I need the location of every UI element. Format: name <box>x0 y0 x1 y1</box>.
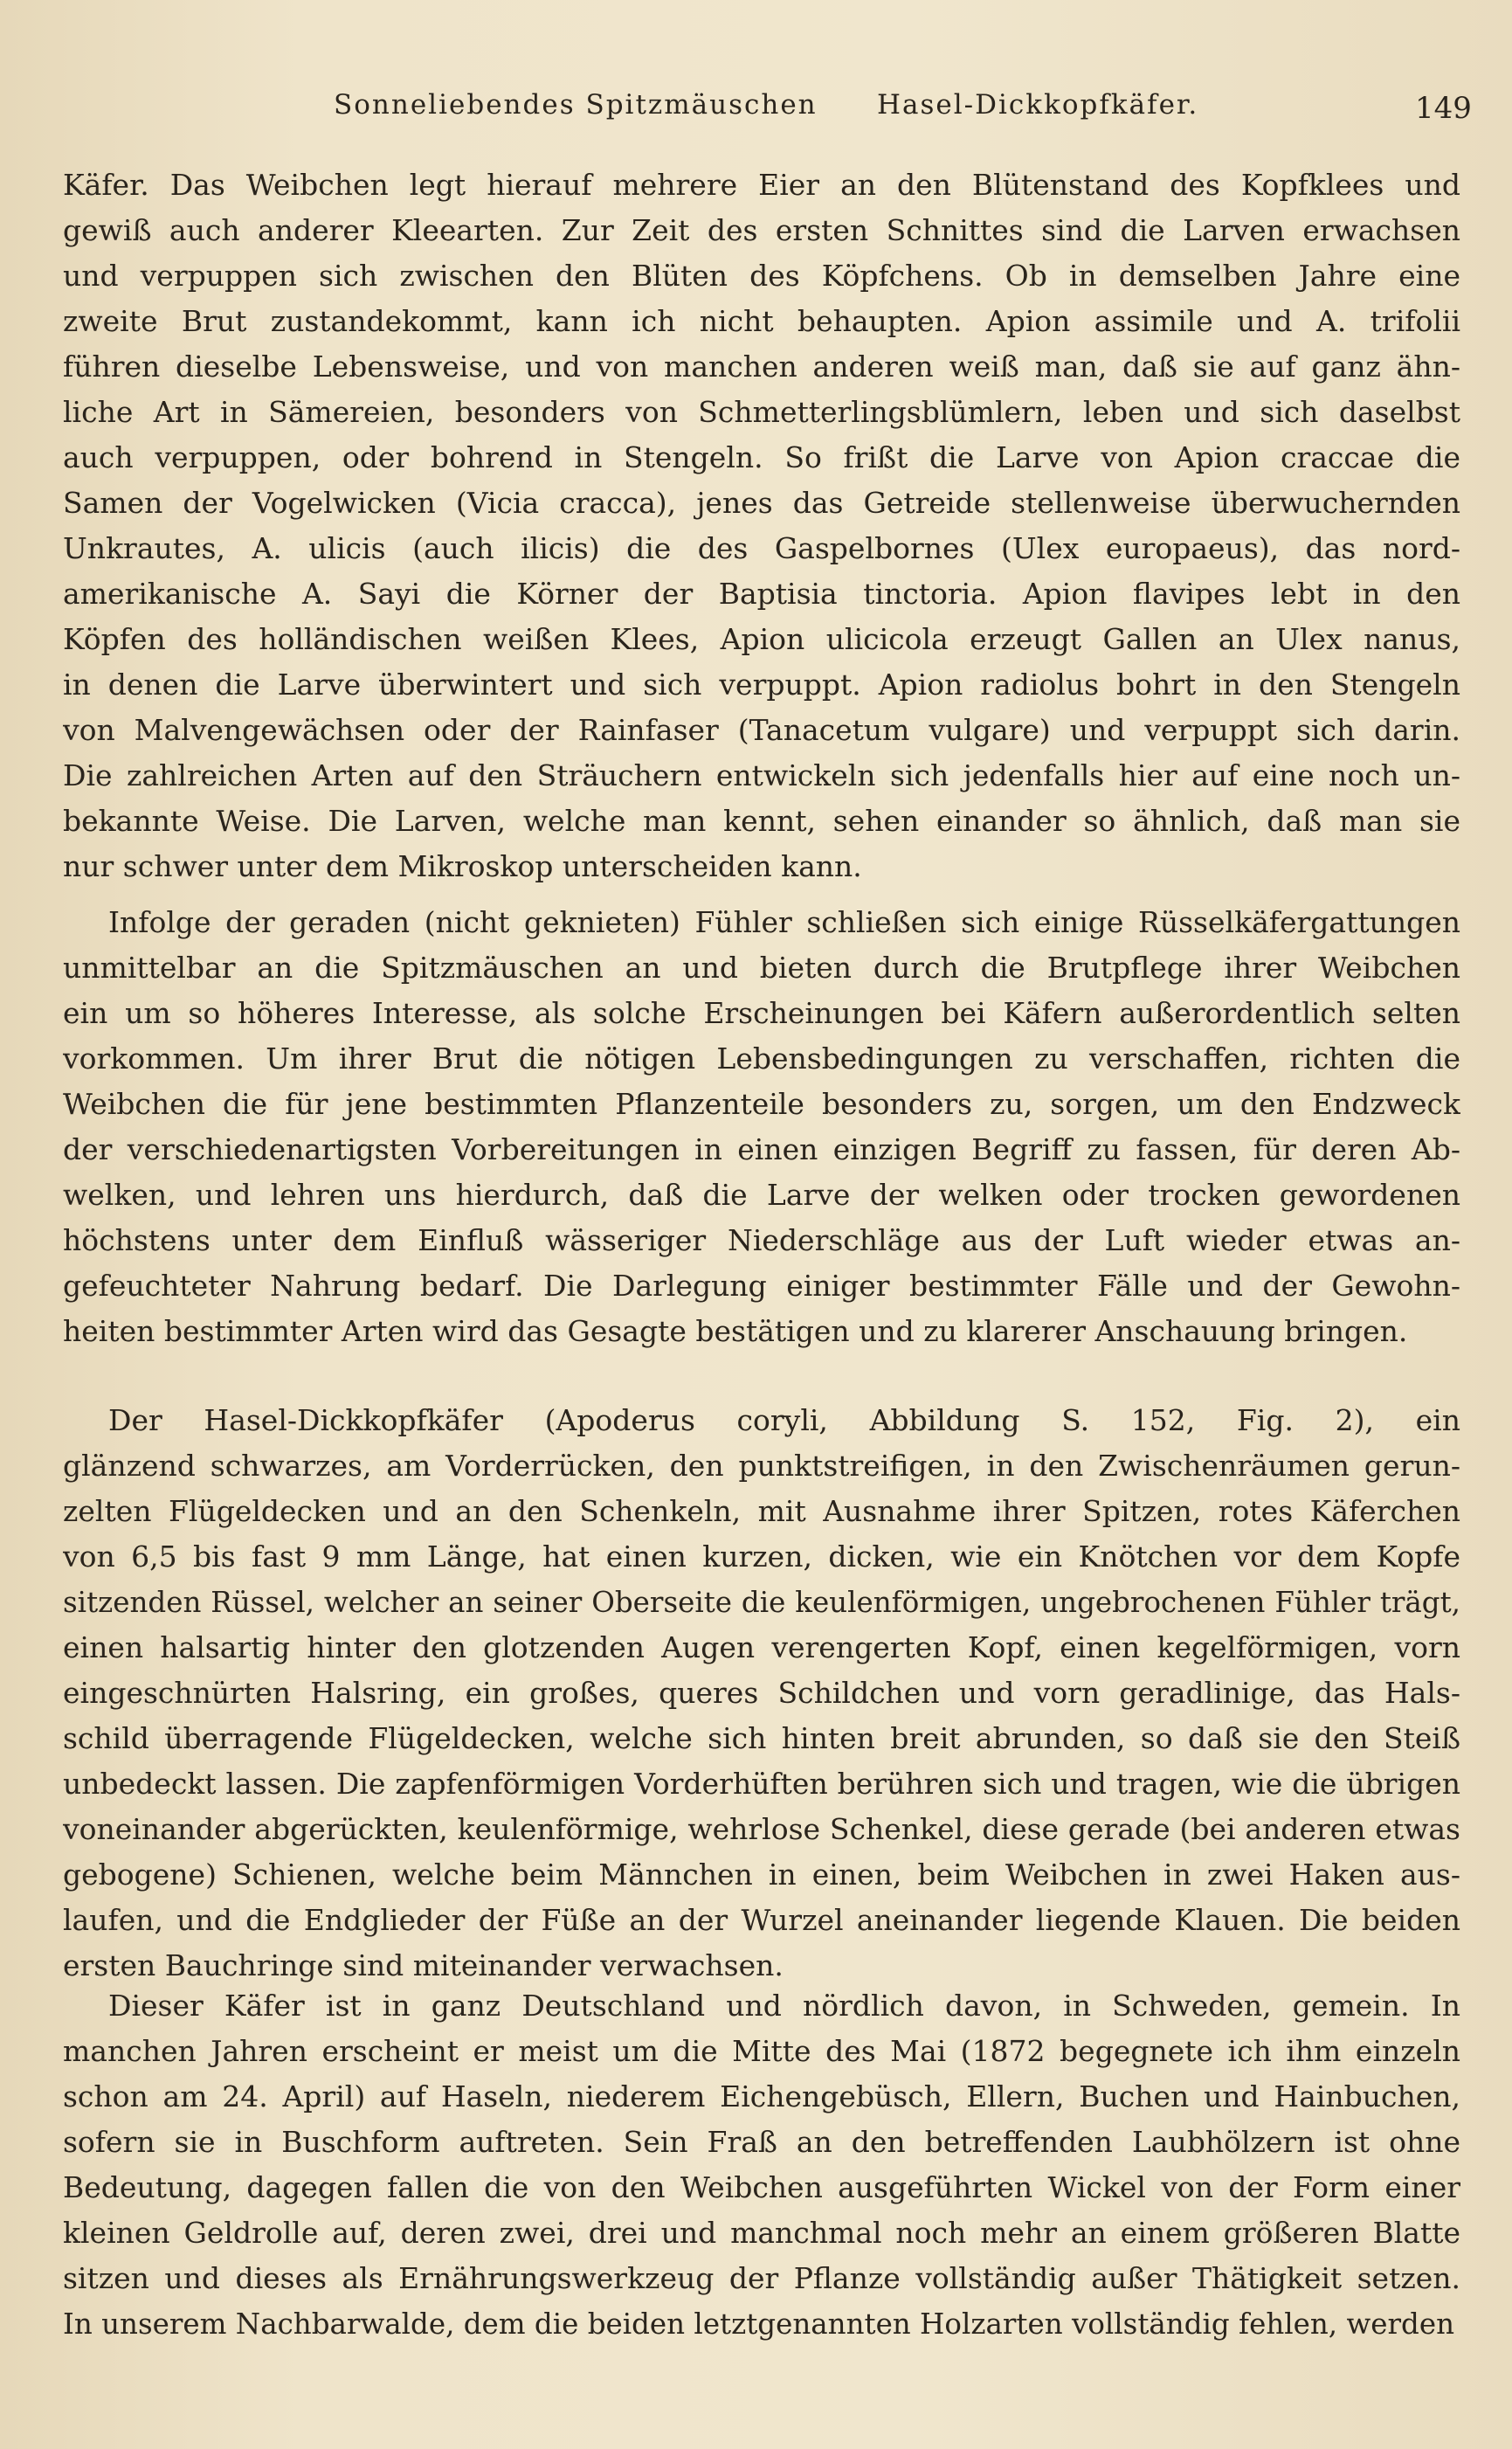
text-line: gebogene) Schienen, welche beim Männchen in einen, beim Weibchen in zwei Haken aus- <box>63 1858 1460 1892</box>
text-line: von 6,5 bis fast 9 mm Länge, hat einen kurzen, dicken, wie ein Knötchen vor dem Kopfe <box>63 1539 1460 1574</box>
text-line: Käfer. Das Weibchen legt hierauf mehrere Eier an den Blütenstand des Kopfklees und <box>63 168 1460 202</box>
text-line: Infolge der geraden (nicht geknieten) Fühler schließen sich einige Rüsselkäfergattungen <box>108 905 1460 939</box>
text-line: schon am 24. April) auf Haseln, niederem Eichengebüsch, Ellern, Buchen und Hainbuchen, <box>63 2079 1460 2113</box>
text-line: in denen die Larve überwintert und sich verpuppt. Apion radiolus bohrt in den Stengeln <box>63 668 1460 702</box>
text-line: Bedeutung, dagegen fallen die von den Weibchen ausgeführten Wickel von der Form einer <box>63 2170 1460 2204</box>
text-line: sofern sie in Buschform auftreten. Sein Fraß an den betreffenden Laubhölzern ist ohne <box>63 2125 1460 2159</box>
text-line: amerikanische A. Sayi die Körner der Baptisia tinctoria. Apion flavipes lebt in den <box>63 577 1460 611</box>
text-line: vorkommen. Um ihrer Brut die nötigen Lebensbedingungen zu verschaffen, richten die <box>63 1041 1460 1076</box>
text-line: liche Art in Sämereien, besonders von Schmetterlingsblümlern, leben und sich daselbst <box>63 395 1460 429</box>
paragraph-1 <box>63 163 1460 889</box>
text-line: und verpuppen sich zwischen den Blüten des Köpfchens. Ob in demselben Jahre eine <box>63 259 1460 293</box>
text-line: zelten Flügeldecken und an den Schenkeln, mit Ausnahme ihrer Spitzen, rotes Käferchen <box>63 1494 1460 1528</box>
text-line: Samen der Vogelwicken (Vicia cracca), jenes das Getreide stellenweise überwuchernden <box>63 486 1460 520</box>
text-line: schild überragende Flügeldecken, welche sich hinten breit abrunden, so daß sie den Steiß <box>63 1721 1460 1755</box>
text-line: voneinander abgerückten, keulenförmige, wehrlose Schenkel, diese gerade (bei anderen etwas <box>63 1812 1460 1846</box>
text-line: ein um so höheres Interesse, als solche Erscheinungen bei Käfern außerordentlich selten <box>63 996 1460 1030</box>
text-line: der verschiedenartigsten Vorbereitungen in einen einzigen Begriff zu fassen, für deren Ab- <box>63 1132 1460 1166</box>
text-line: bekannte Weise. Die Larven, welche man kennt, sehen einander so ähnlich, daß man sie <box>63 804 1460 838</box>
text-line: Weibchen die für jene bestimmten Pflanzenteile besonders zu, sorgen, um den Endzweck <box>63 1087 1460 1121</box>
text-line: unbedeckt lassen. Die zapfenförmigen Vorderhüften berühren sich und tragen, wie die übrigen <box>63 1767 1460 1801</box>
running-head-right: Hasel-Dickkopfkäfer. <box>877 89 1199 121</box>
text-line: glänzend schwarzes, am Vorderrücken, den punktstreifigen, in den Zwischenräumen gerun- <box>63 1449 1460 1483</box>
text-line: kleinen Geldrolle auf, deren zwei, drei und manchmal noch mehr an einem größeren Blatte <box>63 2216 1460 2250</box>
text-line: sitzenden Rüssel, welcher an seiner Oberseite die keulenförmigen, ungebrochenen Fühler trägt, <box>63 1586 1460 1619</box>
text-line: zweite Brut zustandekommt, kann ich nicht behaupten. Apion assimile und A. trifolii <box>63 304 1460 338</box>
paragraph-3 <box>63 1398 1460 1989</box>
text-line: unmittelbar an die Spitzmäuschen an und bieten durch die Brutpflege ihrer Weibchen <box>63 951 1460 985</box>
paragraph-4 <box>63 1983 1460 2347</box>
text-line: Dieser Käfer ist in ganz Deutschland und nördlich davon, in Schweden, gemein. In <box>108 1989 1460 2023</box>
text-line: führen dieselbe Lebensweise, und von manchen anderen weiß man, daß sie auf ganz ähn- <box>63 349 1460 384</box>
text-line: gefeuchteter Nahrung bedarf. Die Darlegung einiger bestimmter Fälle und der Gewohn- <box>63 1269 1460 1303</box>
text-line: Der Hasel-Dickkopfkäfer (Apoderus coryli, Abbildung S. 152, Fig. 2), ein <box>108 1403 1460 1437</box>
text-line: von Malvengewächsen oder der Rainfaser (Tanacetum vulgare) und verpuppt sich darin. <box>63 713 1460 747</box>
text-line: Köpfen des holländischen weißen Klees, Apion ulicicola erzeugt Gallen an Ulex nanus, <box>63 622 1460 656</box>
paragraph-2 <box>63 900 1460 1354</box>
text-line: heiten bestimmter Arten wird das Gesagte bestätigen und zu klarerer Anschauung bringen. <box>63 1314 1408 1348</box>
page-number: 149 <box>1415 91 1472 126</box>
text-line: In unserem Nachbarwalde, dem die beiden letztgenannten Holzarten vollständig fehlen, werden <box>63 2307 1455 2341</box>
text-line: Unkrautes, A. ulicis (auch ilicis) die des Gaspelbornes (Ulex europaeus), das nord- <box>63 531 1460 565</box>
text-line: sitzen und dieses als Ernährungswerkzeug der Pflanze vollständig außer Thätigkeit setzen. <box>63 2261 1460 2295</box>
text-line: eingeschnürten Halsring, ein großes, queres Schildchen und vorn geradlinige, das Hals- <box>63 1676 1460 1710</box>
running-head <box>334 89 1469 133</box>
text-line: manchen Jahren erscheint er meist um die Mitte des Mai (1872 begegnete ich ihm einzeln <box>63 2034 1460 2068</box>
text-line: ersten Bauchringe sind miteinander verwachsen. <box>63 1948 784 1982</box>
text-line: welken, und lehren uns hierdurch, daß die Larve der welken oder trocken gewordenen <box>63 1178 1460 1212</box>
text-line: Die zahlreichen Arten auf den Sträuchern entwickeln sich jedenfalls hier auf eine noch un- <box>63 758 1460 792</box>
text-line: höchstens unter dem Einfluß wässeriger Niederschläge aus der Luft wieder etwas an- <box>63 1223 1460 1257</box>
text-line: einen halsartig hinter den glotzenden Augen verengerten Kopf, einen kegelförmigen, vorn <box>63 1630 1460 1664</box>
running-head-left: Sonneliebendes Spitzmäuschen <box>334 89 818 121</box>
text-line: auch verpuppen, oder bohrend in Stengeln. So frißt die Larve von Apion craccae die <box>63 440 1460 474</box>
text-line: laufen, und die Endglieder der Füße an der Wurzel aneinander liegende Klauen. Die beiden <box>63 1903 1460 1937</box>
text-line: gewiß auch anderer Kleearten. Zur Zeit des ersten Schnittes sind die Larven erwachsen <box>63 213 1460 247</box>
text-line: nur schwer unter dem Mikroskop unterscheiden kann. <box>63 849 862 883</box>
